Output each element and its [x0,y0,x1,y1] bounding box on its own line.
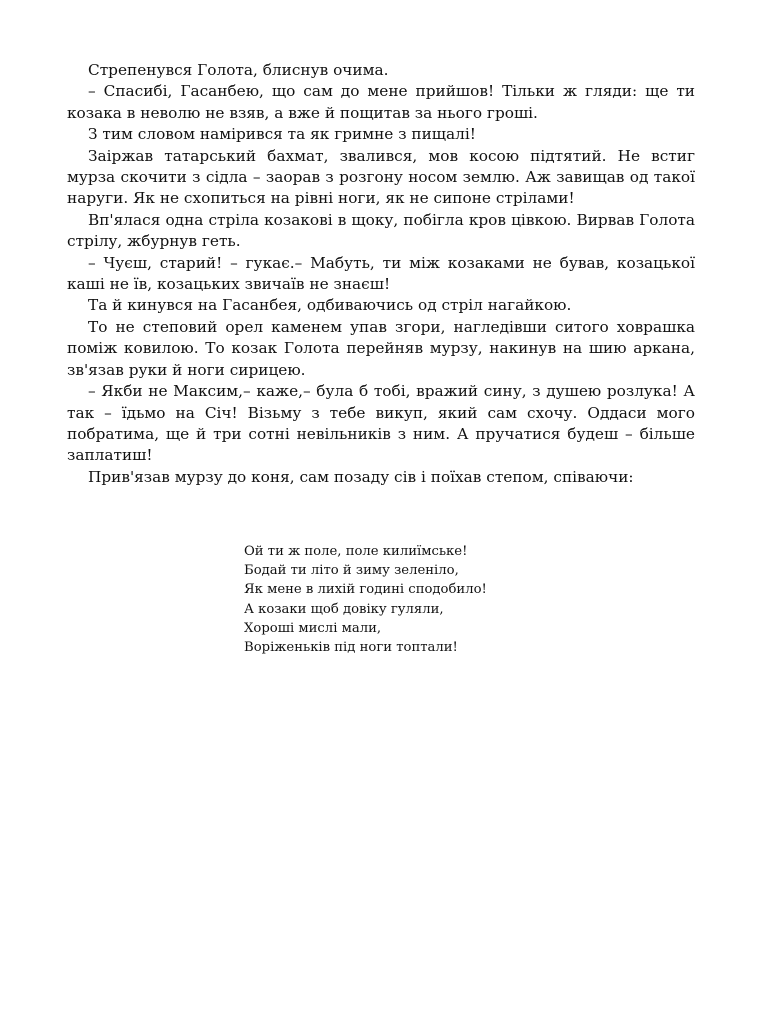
paragraph: Прив'язав мурзу до коня, сам позаду сів і поїхав степом, співаючи: [88,467,634,486]
poem-line: Воріженьків під ноги топтали! [244,640,458,656]
paragraph: То не степовий орел каменем упав згори, нагледівши ситого ховрашка поміж ковилою. То козак Голота перейняв мурзу, накинув на шию аркана, зв'язав руки й ноги сирицею. [67,317,695,379]
poem-line: Ой ти ж поле, поле килиїмське! [244,544,468,559]
page-body [67,60,695,488]
paragraph: Стрепенувся Голота, блиснув очима. [88,61,389,79]
prose-text [67,60,695,488]
paragraph: – Спасибі, Гасанбею, що сам до мене прийшов! Тільки ж гляди: ще ти козака в неволю не взяв, а вже й пощитав за нього гроші. [67,82,695,122]
paragraph: – Чуєш, старий! – гукає.– Мабуть, ти між козаками не бував, козацької каші не їв, козацьких звичаїв не знаєш! [67,253,695,294]
paragraph: З тим словом намірився та як гримне з пищалі! [88,125,476,144]
poem-line: Хороші мислі мали, [244,620,382,636]
poem-line: Бодай ти літо й зиму зеленіло, [244,563,459,579]
poem-line: А козаки щоб довіку гуляли, [244,601,444,617]
paragraph: – Якби не Максим,– каже,– була б тобі, вражий сину, з душею розлука! А так – їдьмо на Січ! Візьму з тебе викуп, який сам схочу. Оддаси мого побратима, ще й три сотні невільників з ним. А пручатися будеш – більше заплатиш! [67,382,695,465]
poem-stanza [244,542,487,657]
paragraph: Та й кинувся на Гасанбея, одбиваючись од стріл нагайкою. [88,296,572,315]
poem-line: Як мене в лихій годині сподобило! [244,582,487,598]
paragraph: Заіржав татарський бахмат, звалився, мов косою підтятий. Не встиг мурза скочити з сідла – заорав з розгону носом землю. Аж завищав од такої наруги. Як не схопиться на рівні ноги, як не сипоне стрілами! [67,146,695,208]
paragraph: Вп'ялася одна стріла козакові в щоку, побігла кров цівкою. Вирвав Голота стрілу, жбурнув геть. [67,210,695,251]
